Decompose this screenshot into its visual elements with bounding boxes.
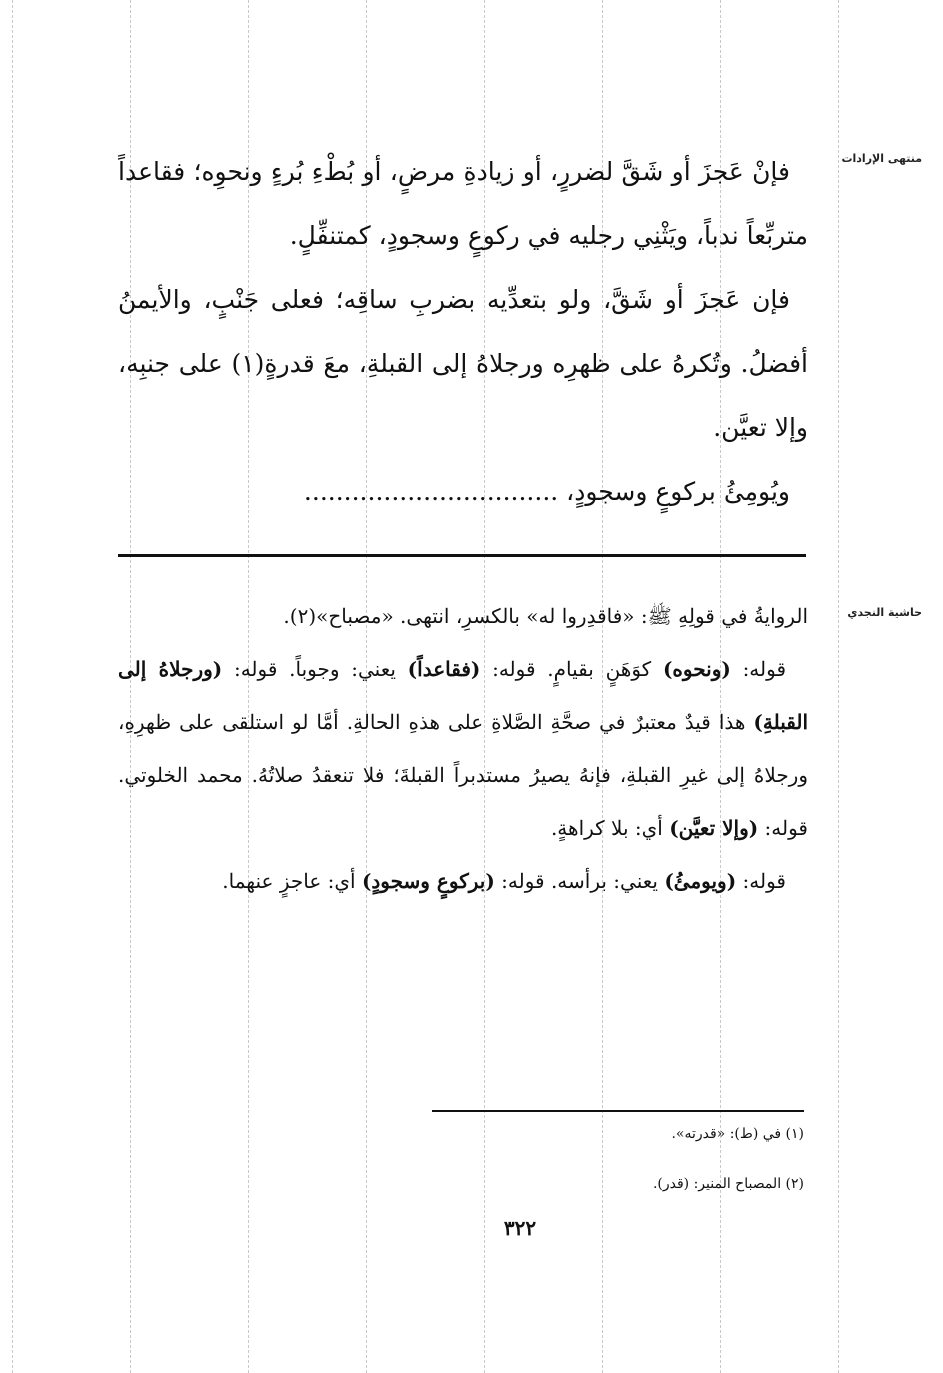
- main-text: [118, 140, 808, 524]
- commentary-segment: كوَهَنٍ بقيامٍ. قوله:: [480, 657, 663, 681]
- footnote: (٢) المصباح المنير: (قدر).: [652, 1176, 804, 1192]
- footnote-divider: [432, 1110, 804, 1112]
- commentary-paragraph: [118, 643, 808, 855]
- side-label-hashiya: حاشية النجدي: [847, 606, 922, 619]
- quoted-term: (فقاعداً): [407, 657, 481, 681]
- quoted-term: (وإلا تعيَّن): [669, 816, 759, 840]
- quoted-term: (بركوعٍ وسجودٍ): [361, 869, 495, 893]
- commentary-segment: يعني: وجوباً. قوله:: [222, 657, 408, 681]
- commentary-segment: قوله:: [730, 657, 787, 681]
- section-divider: [118, 554, 806, 557]
- commentary-text: [118, 590, 808, 908]
- commentary-segment: أي: عاجزٍ عنهما.: [222, 869, 362, 893]
- main-paragraph: فإن عَجزَ أو شَقَّ، ولو بتعدِّيه بضربِ ساقِه؛ فعلى جَنْبٍ، والأيمنُ أفضلُ. وتُكرهُ على ظهرِه ورجلاهُ إلى القبلةِ، معَ قدرةٍ(١) على جنبِه، وإلا تعيَّن.: [118, 285, 808, 442]
- main-paragraph: ويُومِئُ بركوعٍ وسجودٍ، ................................: [303, 477, 790, 506]
- commentary-segment: قوله:: [736, 869, 786, 893]
- quoted-term: (ونحوه): [662, 657, 731, 681]
- quoted-term: (ورجلاهُ إلى القبلةِ): [118, 657, 808, 734]
- guide-line: [838, 0, 839, 1373]
- commentary-paragraph: [118, 855, 808, 908]
- commentary-segment: يعني: برأسه. قوله:: [494, 869, 665, 893]
- quoted-term: (ويومئُ): [664, 869, 737, 893]
- commentary-segment: هذا قيدٌ معتبرٌ في صحَّةِ الصَّلاةِ على هذهِ الحالةِ. أمَّا لو استلقى على ظهرِهِ، ورجلاهُ إلى غيرِ القبلةِ، فإنهُ يصيرُ مستدبراً القبلةَ؛ فلا تنعقدُ صلاتُهُ. محمد الخلوتي. قوله:: [118, 710, 808, 840]
- main-paragraph: فإنْ عَجزَ أو شَقَّ لضررٍ، أو زيادةِ مرضٍ، أو بُطْءِ بُرءٍ ونحوِه؛ فقاعداً متربِّعاً ندباً، ويَثْنِي رجليه في ركوعٍ وسجودٍ، كمتنفِّلٍ.: [118, 157, 808, 250]
- side-label-matn: منتهى الإرادات: [841, 152, 922, 165]
- commentary-segment: أي: بلا كراهةٍ.: [550, 816, 670, 840]
- footnote: (١) في (ط): «قدرته».: [671, 1126, 804, 1142]
- guide-line: [12, 0, 13, 1373]
- page-number: ٣٢٢: [503, 1216, 537, 1240]
- commentary-paragraph: الروايةُ في قولِهِ ﷺ: «فاقدِروا له» بالكسرِ، انتهى. «مصباح»(٢).: [283, 604, 808, 628]
